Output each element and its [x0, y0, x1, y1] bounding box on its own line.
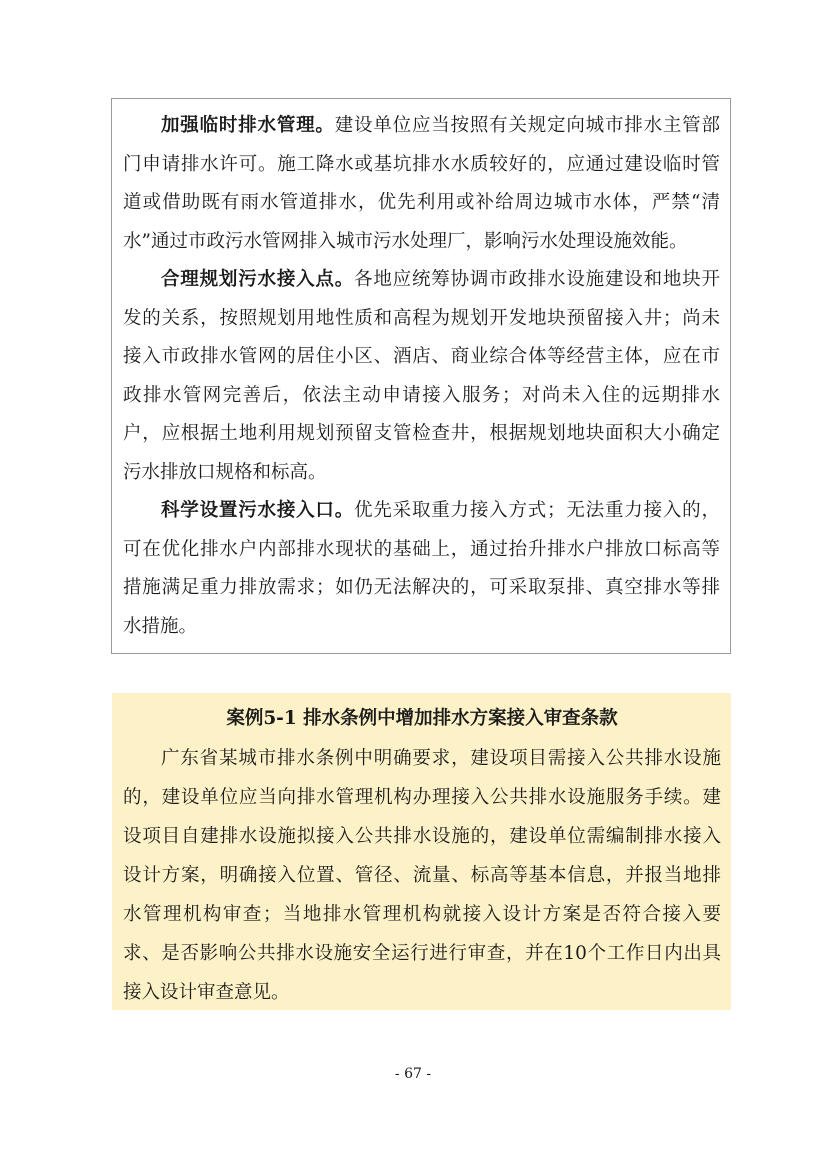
paragraph-line	[123, 569, 720, 608]
case-study-line: 求、是否影响公共排水设施安全运行进行审查，并在10个工作日内出具	[123, 943, 721, 964]
case-study-line: 水管理机构审查；当地排水管理机构就接入设计方案是否符合接入要	[123, 904, 721, 925]
paragraph-line	[123, 377, 720, 416]
case-study-line: 的，建设单位应当向排水管理机构办理接入公共排水设施服务手续。建	[123, 787, 721, 808]
paragraph-text: 发的关系，按照规划用地性质和高程为规划开发地块预留接入井；尚未	[123, 307, 720, 329]
paragraph-text: 户，应根据土地利用规划预留支管检查井，根据规划地块面积大小确定	[123, 423, 720, 444]
paragraph-text: 措施满足重力排放需求；如仍无法解决的，可采取泵排、真空排水等排	[123, 577, 720, 598]
paragraph-text: 水”通过市政污水管网排入城市污水处理厂，影响污水处理设施效能。	[123, 230, 688, 252]
paragraph-line	[123, 608, 720, 647]
page-number: - 67 -	[394, 1066, 432, 1082]
case-study-box	[112, 693, 731, 1010]
paragraph-line	[123, 300, 720, 339]
paragraph-heading: 加强临时排水管理。	[161, 115, 335, 136]
paragraph-line	[123, 531, 720, 570]
paragraph-heading: 合理规划污水接入点。	[161, 269, 355, 290]
case-study-line: 接入设计审查意见。	[123, 982, 290, 1003]
paragraph-text: 道或借助既有雨水管道排水，优先利用或补给周边城市水体，严禁“清	[123, 192, 720, 213]
case-study-line: 广东省某城市排水条例中明确要求，建设项目需接入公共排水设施	[161, 748, 721, 769]
paragraph-text: 建设单位应当按照有关规定向城市排水主管部	[334, 115, 720, 136]
paragraph-text: 优先采取重力接入方式；无法重力接入的，	[354, 500, 720, 521]
paragraph-line	[123, 107, 720, 146]
paragraph-line	[123, 415, 720, 454]
paragraph-text: 各地应统筹协调市政排水设施建设和地块开	[354, 269, 720, 290]
paragraph-text: 政排水管网完善后，依法主动申请接入服务；对尚未入住的远期排水	[123, 384, 720, 406]
case-study-title: 案例5-1 排水条例中增加排水方案接入审查条款	[226, 708, 618, 729]
paragraph-text: 接入市政排水管网的居住小区、酒店、商业综合体等经营主体，应在市	[123, 346, 720, 367]
policy-text-box	[111, 98, 731, 654]
paragraph-line	[123, 492, 720, 531]
paragraph-text: 可在优化排水户内部排水现状的基础上，通过抬升排水户排放口标高等	[123, 538, 720, 560]
paragraph-line	[123, 184, 720, 223]
paragraph-text: 污水排放口规格和标高。	[123, 461, 327, 483]
case-study-line: 设项目自建排水设施拟接入公共排水设施的，建设单位需编制排水接入	[123, 826, 721, 847]
paragraph-text: 门申请排水许可。施工降水或基坑排水水质较好的，应通过建设临时管	[123, 153, 720, 175]
paragraph-line	[123, 454, 720, 493]
paragraph-line	[123, 146, 720, 185]
paragraph-line	[123, 261, 720, 300]
case-study-line: 设计方案，明确接入位置、管径、流量、标高等基本信息，并报当地排	[123, 865, 721, 886]
paragraph-line	[123, 338, 720, 377]
paragraph-heading: 科学设置污水接入口。	[161, 500, 355, 521]
paragraph-line	[123, 223, 720, 262]
paragraph-text: 水措施。	[123, 615, 198, 637]
